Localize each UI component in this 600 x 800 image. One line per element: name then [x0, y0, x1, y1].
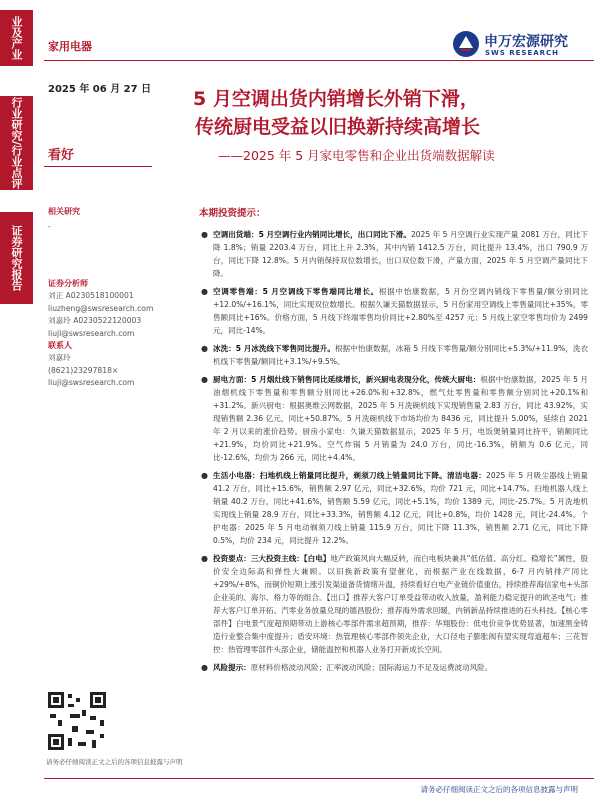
- analyst-label: 证券分析师: [48, 279, 88, 288]
- bullet-dot-icon: ●: [201, 375, 208, 384]
- contact-name: 刘嘉玲: [48, 353, 71, 363]
- contact-phone: (8621)23297818×: [48, 365, 119, 375]
- bullet-dot-icon: ●: [201, 344, 208, 353]
- bullet-text: 原材料价格波动风险；汇率波动风险；国际海运力不足及运费波动风险。: [250, 663, 493, 672]
- bullet-text: 根据中怡康数据，冰箱 5 月线下零售量/额分别同比+5.3%/+11.9%，洗衣机线下零售量/额同比+3.1%/+9.5%。: [213, 344, 588, 366]
- rating-divider: [44, 166, 152, 167]
- sidebar-label-industry: 业及产业: [0, 10, 33, 66]
- logo-english-name: SWS RESEARCH: [485, 49, 560, 57]
- related-research-value: -: [48, 222, 51, 231]
- report-subtitle: ——2025 年 5 月家电零售和企业出货端数据解读: [218, 148, 495, 163]
- bullet-ac-shipments: [199, 228, 588, 280]
- bullet-heading: 风险提示：: [213, 663, 251, 672]
- bullet-dot-icon: ●: [201, 554, 208, 563]
- bullet-small-appliances: [199, 469, 588, 547]
- qr-caption: 请务必仔细阅读正文之后的各项信息披露与声明: [46, 758, 183, 766]
- left-sidebar-strip: [0, 0, 33, 800]
- bullet-text: 根据中怡康数据，2025 年 5 月油烟机线下零售量和零售额分别同比+26.0%和+32.8%，燃气灶零售量和零售额分别同比+20.1%和+31.2%。新兴厨电：根据奥维云网数据，2025 年 5 月洗碗机线下实现销售量 2.83 万台，同比 43.92%，实现销售额 2.36 亿元，同比+50.87%。5 月洗碗机线下市场均价为 8436 元，同比提升 5.00%，延续自 2021 年 2 月以来的涨价趋势。厨房小家电：久谦天猫数据显示，2025 年 5 月，电饭煲销量同比持平，销额同比+21.9%，均价同比+21.9%。空气炸锅 5 月销量为 24.0 万台，同比-16.3%，销额为 0.6 亿元，同比-12.6%，均价为 266 元，同比+4.4%。: [213, 375, 588, 462]
- sws-logo-icon: [452, 30, 480, 58]
- bullet-risks: [199, 661, 588, 674]
- bullet-heading: 投资要点：三大投资主线：【白电】: [213, 554, 331, 563]
- footer-divider: [44, 778, 594, 779]
- contact-email: liujl@swsresearch.com: [48, 378, 135, 388]
- bullet-dot-icon: ●: [201, 663, 208, 672]
- bullet-text: 地产政策风向大幅反转，而白电板块兼具“低估值、高分红、稳增长”属性，股价安全边际高和弹性大兼顾。以旧换新政策有望催化，而根据产业在线数据，6-7 月内销排产同比+29%/+8%，而铜价短期上涨引发渠道备货情绪升温，持续看好白电产业链价值重估，持续推荐海信家电+头部企业美的、海尔、格力等的组合。【出口】推荐大客户订单受益带动收入放量，盈利能力稳定提升的欧圣电气；推荐大客户订单开拓、汽零业务放量兑现的德昌股份；推荐海外需求回暖，内销新品持续推进的石头科技。【核心零部件】白电景气度超预期带动上游核心零部件需求超预期，推荐：华翔股份：低电价竞争优势显著，加速黑金铸造行业整合集中度提升；盾安环境：热管理核心零部件领先企业，大口径电子膨胀阀有望实现弯道超车；三花智控：热管理零部件头部企业，储能温控和机器人业务打开新成长空间。: [213, 554, 588, 654]
- industry-category: 家用电器: [48, 40, 92, 53]
- bullet-heading: 生活小电器：扫地机线上销量同比提升，剃须刀线上销量同比下降。清洁电器：: [213, 471, 487, 480]
- bullet-text: 2025 年 5 月吸尘器线上销量 41.2 万台，同比+15.6%，销售额 2.97 亿元，同比+32.6%，均价 721 元，同比+14.7%。扫地机器人线上销量 40.2 万台，同比+41.6%，销售额 5.59 亿元，同比+5.1%，均价 1389 元，同比-25.7%。5 月洗地机实现线上销量 28.9 万台，同比+33.3%，销售额 4.12 亿元，同比+0.8%，均价 1428 元，同比-24.4%。个护电器：2025 年 5 月电动剃须刀线上销量 115.9 万台，同比下降 11.3%，销售额 2.71 亿元，同比下降 0.5%，均价 234 元，同比提升 12.2%。: [213, 471, 588, 545]
- sidebar-label-report-type: 行业研究/行业点评: [0, 96, 33, 190]
- section-title: 本期投资提示：: [199, 208, 266, 219]
- report-title-line-2: 传统厨电受益以旧换新持续高增长: [195, 116, 481, 138]
- bullet-heading: 冰洗：5 月冰洗线下零售同比提升。: [213, 344, 335, 353]
- bullet-dot-icon: ●: [201, 287, 208, 296]
- analyst-line: 刘正 A0230518100001: [48, 291, 134, 301]
- report-title-line-1: 5 月空调出货内销增长外销下滑，: [193, 88, 479, 110]
- sidebar-label-securities: 证券研究报告: [0, 212, 33, 304]
- bullet-ac-retail: [199, 285, 588, 337]
- related-research-label: 相关研究: [48, 207, 80, 216]
- report-date: 2025 年 06 月 27 日: [48, 84, 152, 95]
- contact-label: 联系人: [48, 341, 72, 351]
- logo-chinese-name: 申万宏源研究: [484, 34, 568, 50]
- analyst-email: liujl@swsresearch.com: [48, 328, 135, 338]
- company-logo: [452, 30, 592, 60]
- analyst-info: [48, 278, 168, 390]
- bullet-kitchen: [199, 373, 588, 464]
- bullet-dot-icon: ●: [201, 471, 208, 480]
- investment-highlights: [199, 228, 588, 679]
- analyst-line: 刘嘉玲 A0230522120003: [48, 316, 142, 326]
- bullet-text: 根据中怡康数据，5 月份空调内销线下零售量/额分别同比+12.0%/+16.1%，同比实现双位数增长。根据久谦天猫数据显示，5 月份家用空调线上零售量同比+35%，零售额同比+16%。价格方面，5 月线下终端零售均价同比+2.80%至 4257 元；5 月线上家空零售均价为 2499 元，同比-14%。: [213, 287, 588, 335]
- bullet-dot-icon: ●: [201, 230, 208, 239]
- bullet-heading: 空调出货端：5 月空调行业内销同比增长，出口同比下滑。: [213, 230, 411, 239]
- bullet-heading: 空调零售端：5 月空调线下零售端同比增长。: [213, 287, 379, 296]
- analyst-email: liuzheng@swsresearch.com: [48, 303, 154, 313]
- header-divider: [44, 60, 594, 61]
- bullet-heading: 厨电方面：5 月烟灶线下销售同比延续增长，新兴厨电表现分化，传统大厨电：: [213, 375, 481, 384]
- qr-code-icon: [46, 690, 108, 752]
- investment-rating: 看好: [48, 148, 75, 163]
- footer-disclaimer: 请务必仔细阅读正文之后的各项信息披露与声明: [420, 785, 578, 794]
- bullet-investment: [199, 552, 588, 656]
- bullet-fridge-washer: [199, 342, 588, 368]
- bullet-text: 2025 年 5 月空调行业实现产量 2081 万台，同比下降 1.8%；销量 2203.4 万台，同比上升 2.3%，其中内销 1412.5 万台，同比提升 13.4%，出口 790.9 万台，同比下降 12.8%。5 月内销保持双位数增长，出口双位数下滑，产量方面，2025 年 5 月空调产量同比下降。: [213, 230, 588, 278]
